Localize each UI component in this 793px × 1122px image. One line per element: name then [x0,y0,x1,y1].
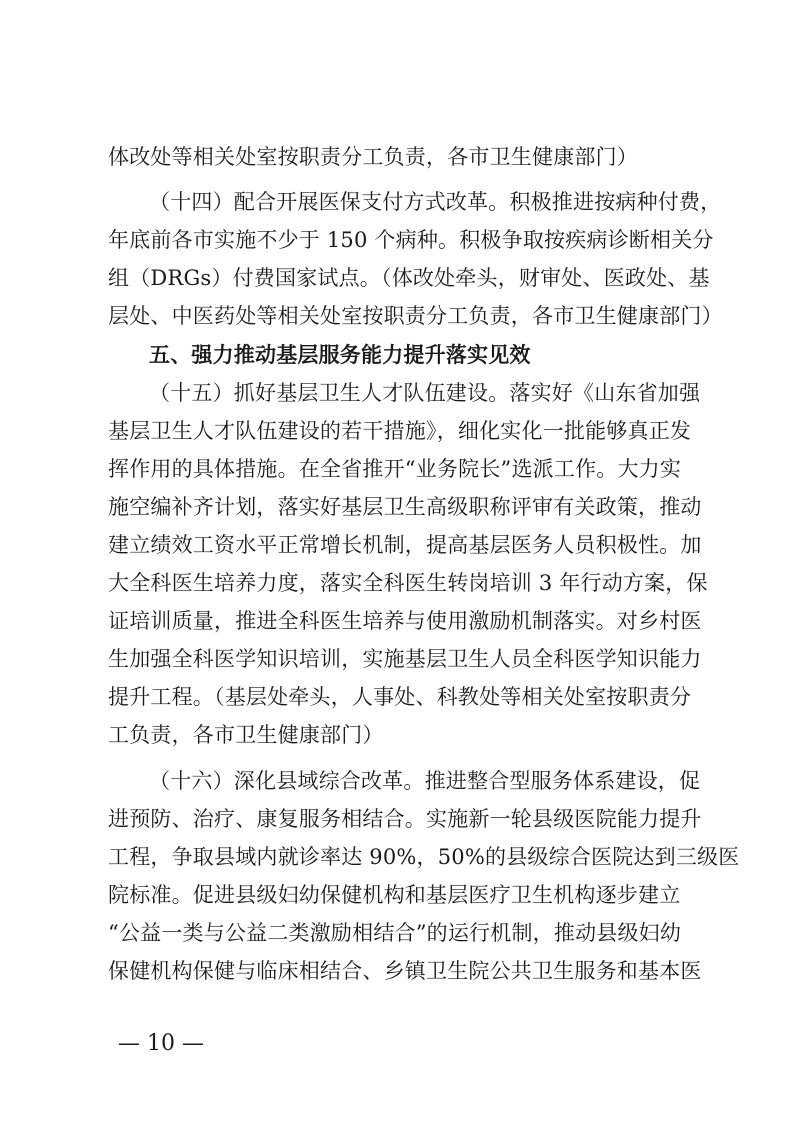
body-text-line: 工程，争取县域内就诊率达 90%，50%的县级综合医院达到三级医 [108,845,740,869]
body-text-line: （十五）抓好基层卫生人才队伍建设。落实好《山东省加强 [149,381,701,405]
body-text-line: 挥作用的具体措施。在全省推开“业务院长”选派工作。大力实 [108,457,682,481]
body-text-line: 大全科医生培养力度，落实全科医生转岗培训 3 年行动方案，保 [108,571,708,595]
section-heading: 五、强力推动基层服务能力提升落实见效 [149,343,531,367]
body-text-line: 保健机构保健与临床相结合、乡镇卫生院公共卫生服务和基本医 [108,959,702,983]
body-text-line: 体改处等相关处室按职责分工负责，各市卫生健康部门） [108,145,638,169]
body-text-line: 提升工程。（基层处牵头，人事处、科教处等相关处室按职责分 [108,685,692,709]
body-text-line: 院标准。促进县级妇幼保健机构和基层医疗卫生机构逐步建立 [108,883,681,907]
page-number: — 10 — [118,1031,204,1056]
body-text-line: 证培训质量，推进全科医生培养与使用激励机制落实。对乡村医 [108,609,702,633]
body-text-line: 工负责，各市卫生健康部门） [108,723,384,747]
body-text-line: （十六）深化县域综合改革。推进整合型服务体系建设，促 [149,769,701,793]
body-text-line: 施空编补齐计划，落实好基层卫生高级职称评审有关政策，推动 [108,495,702,519]
body-text-line: 进预防、治疗、康复服务相结合。实施新一轮县级医院能力提升 [108,807,702,831]
body-text-line: 组（DRGs）付费国家试点。（体改处牵头，财审处、医政处、基 [108,266,710,290]
body-text-line: 层处、中医药处等相关处室按职责分工负责，各市卫生健康部门） [108,304,723,328]
body-text-line: 建立绩效工资水平正常增长机制，提高基层医务人员积极性。加 [108,533,702,557]
body-text-line: 年底前各市实施不少于 150 个病种。积极争取按疾病诊断相关分 [108,228,714,252]
body-text-line: “公益一类与公益二类激励相结合”的运行机制，推动县级妇幼 [108,921,682,945]
body-text-line: 生加强全科医学知识培训，实施基层卫生人员全科医学知识能力 [108,647,702,671]
body-text-line: 基层卫生人才队伍建设的若干措施》，细化实化一批能够真正发 [108,419,692,443]
body-text-line: （十四）配合开展医保支付方式改革。积极推进按病种付费， [149,190,722,214]
